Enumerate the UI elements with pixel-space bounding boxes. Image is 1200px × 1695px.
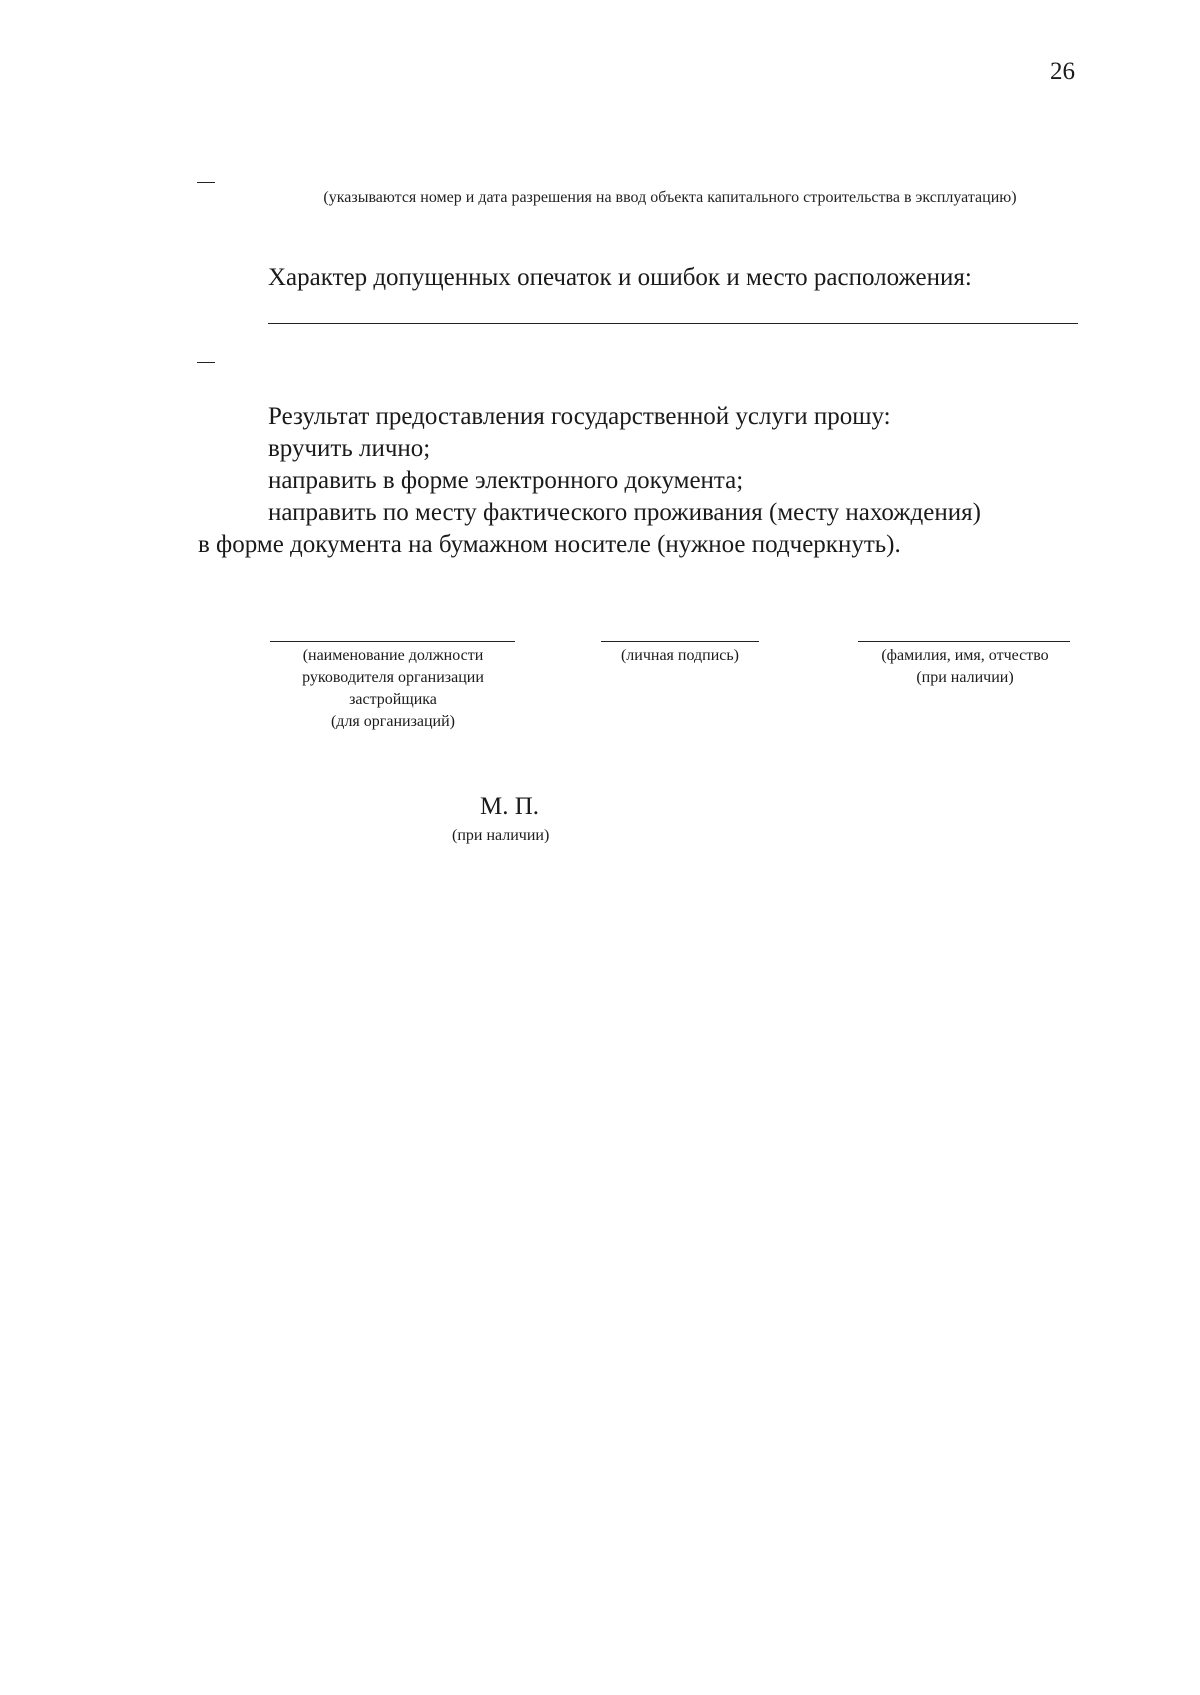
result-option-personal: вручить лично; <box>268 435 431 462</box>
dash-mark <box>197 362 215 363</box>
stamp-label: М. П. <box>480 793 540 820</box>
stamp-note: (при наличии) <box>452 827 550 844</box>
errors-heading: Характер допущенных опечаток и ошибок и место расположения: <box>268 264 972 291</box>
result-line-1: Результат предоставления государственной услуги прошу: <box>268 403 891 430</box>
name-caption: (фамилия, имя, отчество (при наличии) <box>881 647 1049 686</box>
name-line[interactable] <box>858 641 1070 642</box>
permit-note: (указываются номер и дата разрешения на ввод объекта капитального строительства в эксплуатацию) <box>323 189 1017 206</box>
result-option-postal: направить по месту фактического проживания (месту нахождения) <box>268 499 981 526</box>
dash-mark <box>197 182 215 183</box>
result-option-electronic: направить в форме электронного документа; <box>268 467 744 494</box>
position-caption: (наименование должности руководителя организации застройщика (для организаций) <box>302 647 484 730</box>
errors-fill-line[interactable] <box>268 323 1078 324</box>
page-number: 26 <box>1050 58 1075 85</box>
signature-line[interactable] <box>601 641 759 642</box>
position-line[interactable] <box>270 641 515 642</box>
result-option-postal-cont: в форме документа на бумажном носителе (нужное подчеркнуть). <box>198 531 901 558</box>
signature-caption: (личная подпись) <box>620 647 740 664</box>
